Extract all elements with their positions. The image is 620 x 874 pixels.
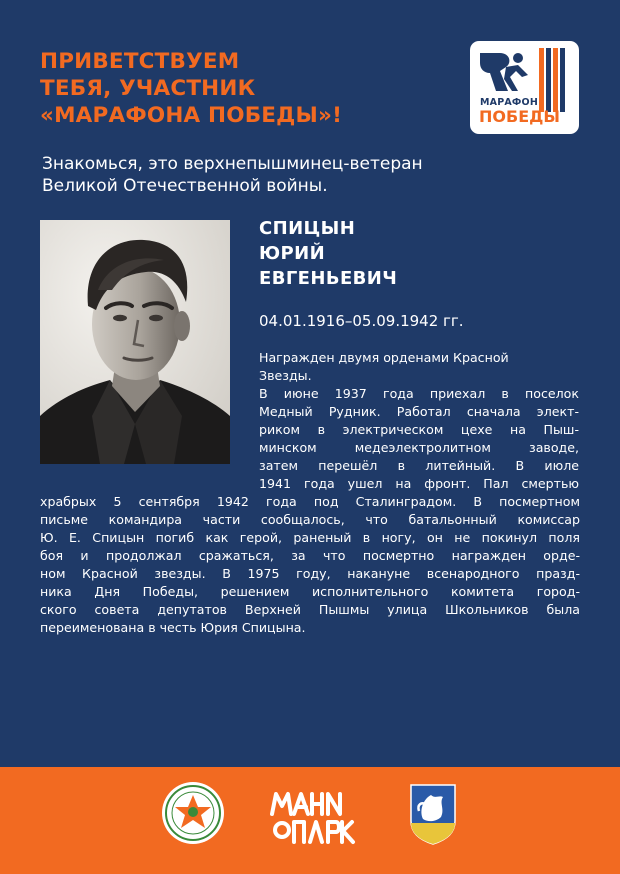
bio-line: Медный Рудник. Работал сначала элект- [259, 404, 579, 419]
intro-text [42, 153, 602, 197]
bio-text-top [259, 349, 579, 493]
bio-line: ном Красной звезды. В 1975 году, накануне всенародного празд- [40, 566, 580, 581]
logo-bottom-text: ПОБЕДЫ [479, 107, 560, 126]
headline-line-2: ТЕБЯ, УЧАСТНИК [40, 76, 256, 101]
veteran-surname: СПИЦЫН [259, 218, 356, 239]
bio-line: риком в электрическом цехе на Пыш- [259, 422, 579, 437]
bio-line: минском медеэлектролитном заводе, [259, 440, 579, 455]
bio-line: В июне 1937 года приехал в поселок [259, 386, 579, 401]
bio-line: письме командира части сообщалось, что батальонный комиссар [40, 512, 580, 527]
bio-line: ского совета депутатов Верхней Пышмы улица Школьников была [40, 602, 580, 617]
manin-park-logo [266, 788, 358, 848]
bio-line: Награжден двумя орденами Красной [259, 350, 509, 365]
bio-line: Ю. Е. Спицын погиб как герой, раненый в ногу, он не покинул поля [40, 530, 580, 545]
intro-line-2: Великой Отечественной войны. [42, 176, 328, 196]
ribbon-stripes-icon [539, 48, 567, 112]
veteran-first-name: ЮРИЙ [259, 243, 326, 264]
portrait-image [40, 220, 230, 464]
bio-line: храбрых 5 сентября 1942 года под Сталинградом. В посмертном [40, 494, 580, 509]
runner-icon [478, 51, 534, 95]
marathon-logo [470, 41, 579, 134]
bio-line: 1941 года ушел на фронт. Пал смертью [259, 476, 579, 491]
round-emblem-logo [161, 781, 225, 845]
headline-line-1: ПРИВЕТСТВУЕМ [40, 49, 240, 74]
bio-line: Звезды. [259, 368, 312, 383]
headline [40, 48, 440, 129]
intro-line-1: Знакомься, это верхнепышминец-ветеран [42, 154, 423, 174]
portrait-photo [40, 220, 230, 464]
bio-line: затем перешёл в литейный. В июле [259, 458, 579, 473]
bio-line: переименована в честь Юрия Спицына. [40, 620, 306, 635]
city-coat-of-arms [409, 783, 457, 845]
veteran-patronymic: ЕВГЕНЬЕВИЧ [259, 268, 398, 289]
logo-top-text: МАРАФОН [480, 97, 538, 108]
bio-text-bottom [40, 493, 580, 637]
veteran-name [259, 216, 397, 291]
bio-line: боя и продолжал сражаться, за что посмертно награжден орде- [40, 548, 580, 563]
veteran-dates: 04.01.1916–05.09.1942 гг. [259, 312, 464, 330]
headline-line-3: «МАРАФОНА ПОБЕДЫ»! [40, 103, 343, 128]
bio-line: ника Дня Победы, решением исполнительного комитета город- [40, 584, 580, 599]
